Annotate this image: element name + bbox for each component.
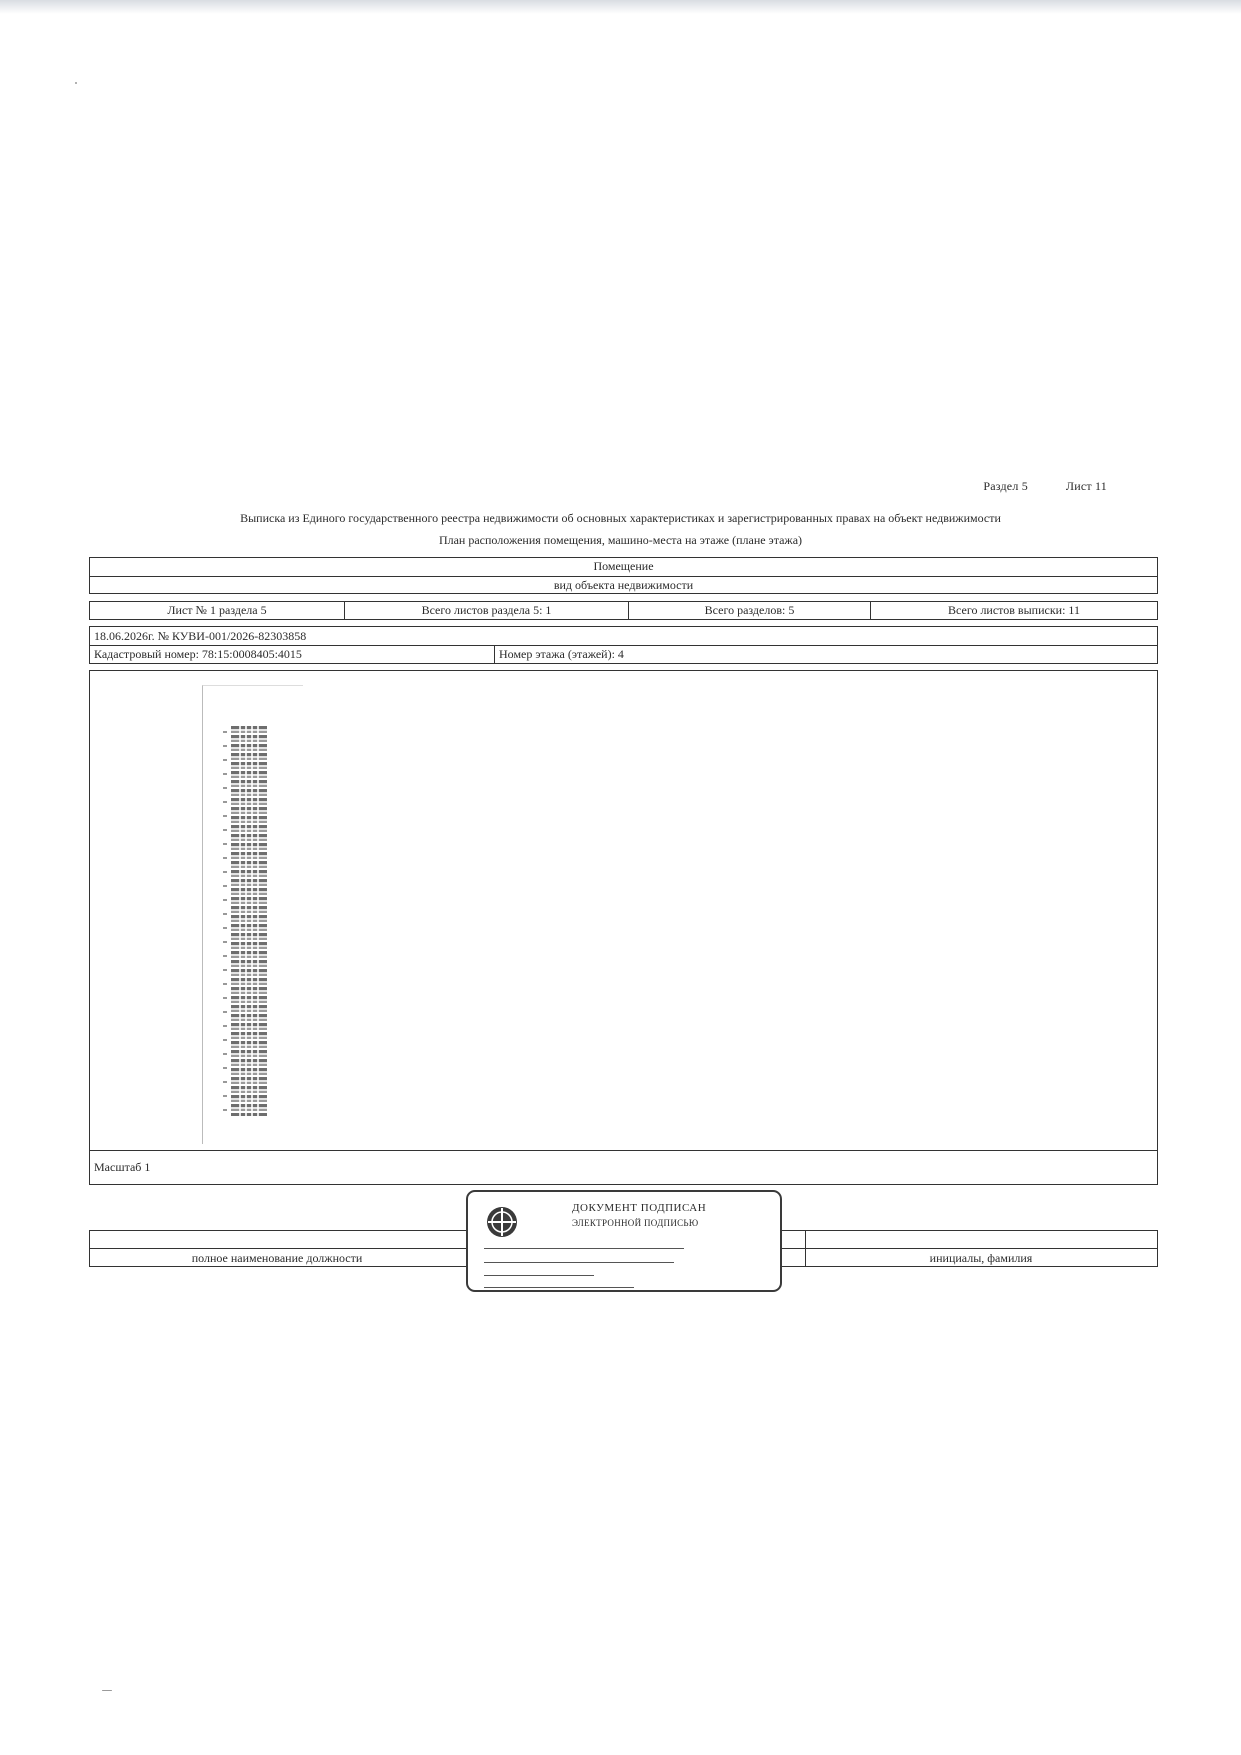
scan-edge xyxy=(0,0,1241,14)
section-label: Раздел 5 xyxy=(983,479,1028,493)
scan-speck xyxy=(102,1690,112,1691)
object-name: Помещение xyxy=(593,559,654,573)
total-extract-sheets: Всего листов выписки: 11 xyxy=(948,603,1080,617)
electronic-signature-stamp xyxy=(466,1190,782,1292)
floor-plan-area xyxy=(89,670,1158,1185)
document-subtitle: План расположения помещения, машино-места на этаже (плане этажа) xyxy=(438,533,803,547)
registration-details xyxy=(90,646,1157,664)
cadastral-number: Кадастровый номер: 78:15:0008405:4015 xyxy=(90,646,495,664)
document-title: Выписка из Единого государственного реестра недвижимости об основных характеристиках и зарегистрированных правах на объект недвижимости xyxy=(240,511,1001,525)
name-caption: инициалы, фамилия xyxy=(929,1251,1033,1265)
total-sections: Всего разделов: 5 xyxy=(629,602,871,619)
stamp-subtitle: ЭЛЕКТРОННОЙ ПОДПИСЬЮ xyxy=(572,1218,699,1228)
scan-speck xyxy=(75,82,77,84)
stamp-title: ДОКУМЕНТ ПОДПИСАН xyxy=(572,1202,707,1214)
floor-plan-drawing xyxy=(202,685,303,1144)
floor-number: Номер этажа (этажей): 4 xyxy=(499,647,624,661)
sheet-label: Лист 11 xyxy=(1065,479,1107,493)
section-sheet-header xyxy=(977,479,1107,494)
emblem-icon xyxy=(486,1206,518,1238)
plan-dimension-ticks xyxy=(223,731,227,1111)
sheet-number: Лист № 1 раздела 5 xyxy=(90,602,345,619)
object-type-box xyxy=(89,557,1158,594)
plan-rooms-overlay xyxy=(235,726,263,1116)
sheets-info-row xyxy=(89,601,1158,620)
total-section-sheets: Всего листов раздела 5: 1 xyxy=(345,602,629,619)
object-caption: вид объекта недвижимости xyxy=(553,578,694,592)
registration-box xyxy=(89,626,1158,664)
registration-date-number: 18.06.2026г. № КУВИ-001/2026-82303858 xyxy=(94,629,307,643)
plan-scale: Масштаб 1 xyxy=(94,1160,151,1174)
position-caption: полное наименование должности xyxy=(191,1251,363,1265)
